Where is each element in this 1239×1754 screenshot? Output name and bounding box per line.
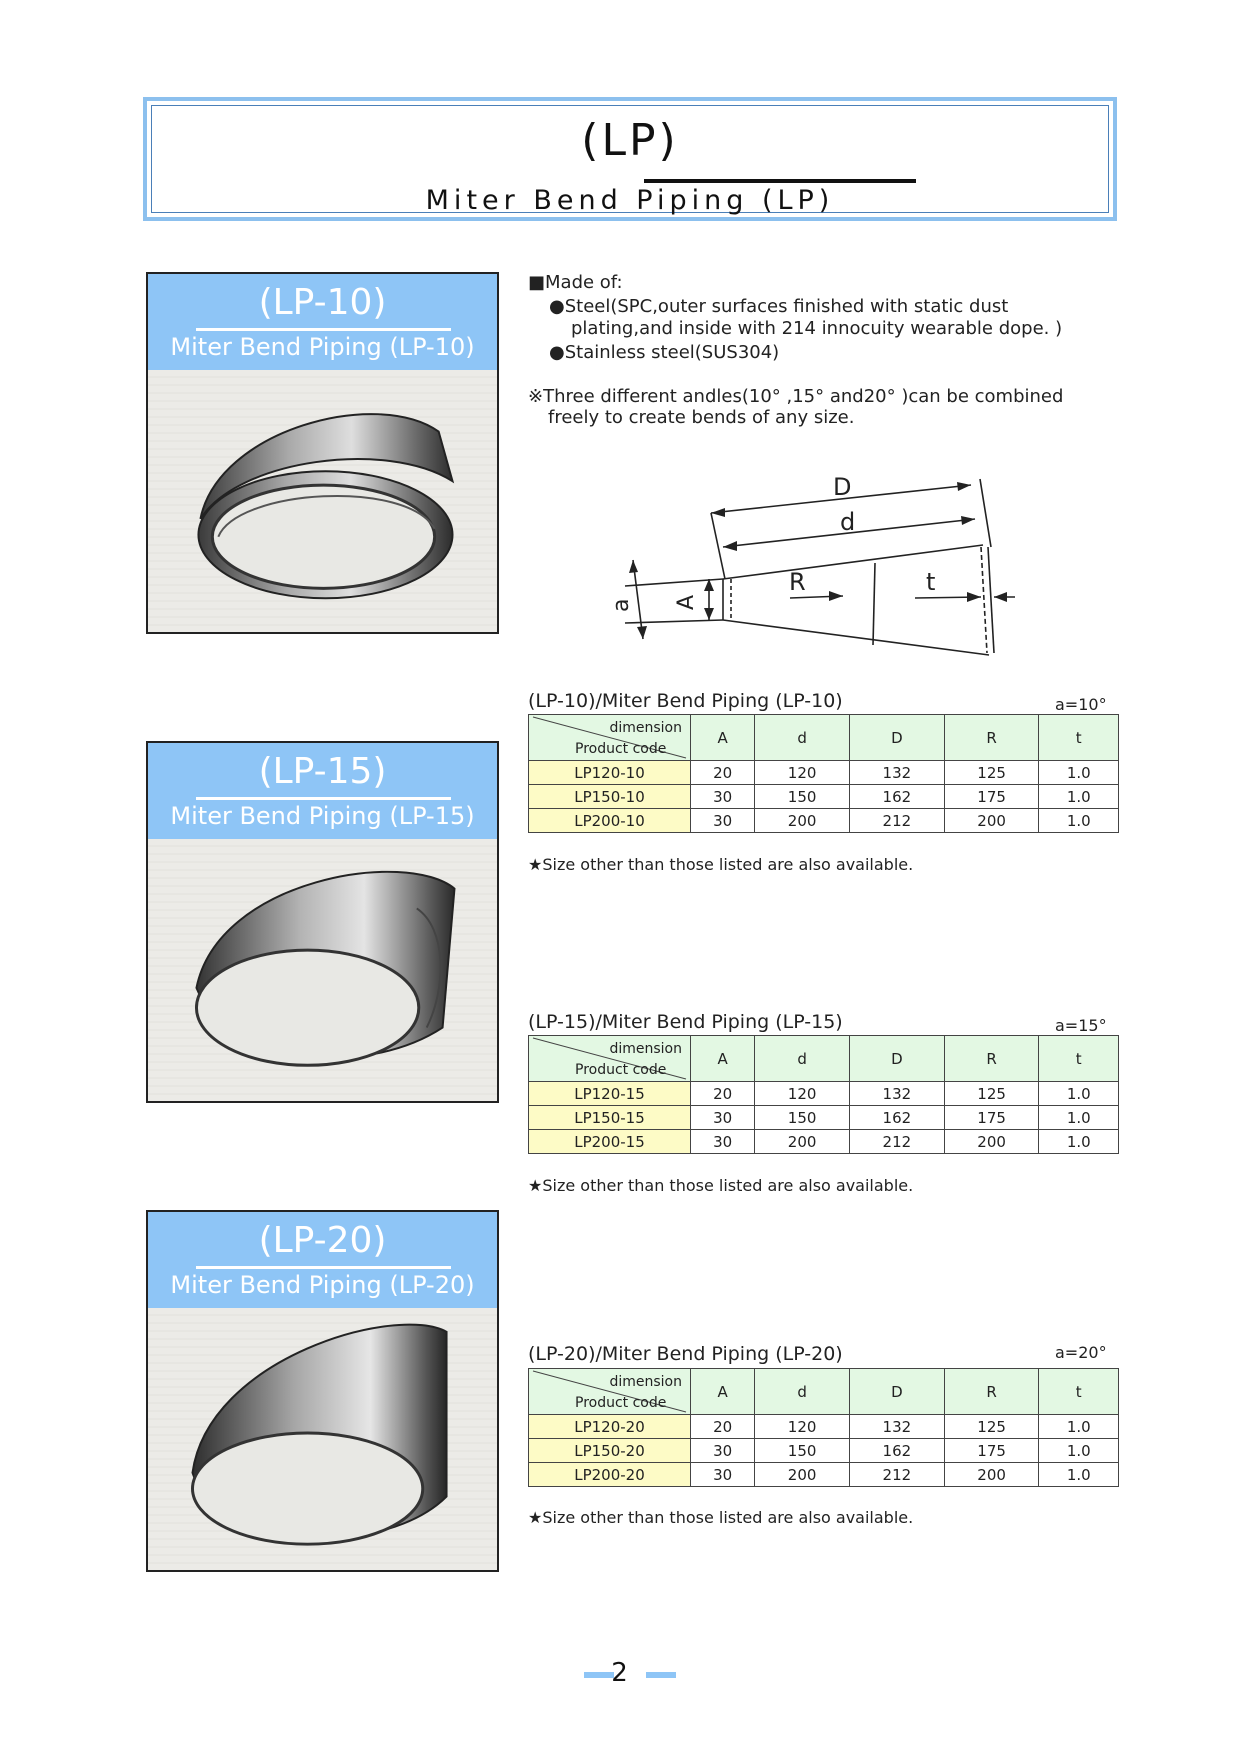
material-steel-detail: plating,and inside with 214 innocuity wearable dope. ) — [571, 318, 1063, 339]
table-title-lp15: (LP-15)/Miter Bend Piping (LP-15) — [528, 1011, 843, 1033]
product-code: LP120-10 — [529, 761, 691, 785]
cell-value: 120 — [755, 1415, 850, 1439]
col-header: A — [691, 715, 755, 761]
cell-value: 150 — [755, 785, 850, 809]
col-header: D — [849, 1369, 944, 1415]
cell-value: 30 — [691, 785, 755, 809]
col-header: A — [691, 1036, 755, 1082]
cell-value: 1.0 — [1039, 1415, 1119, 1439]
page-header — [143, 97, 1117, 221]
spec-table-lp20 — [528, 1368, 1119, 1487]
card-name: Miter Bend Piping (LP-10) — [170, 333, 475, 361]
cell-value: 1.0 — [1039, 785, 1119, 809]
col-header: d — [755, 715, 850, 761]
product-photo-lp20 — [148, 1308, 497, 1570]
header-diagonal-cell — [529, 1369, 691, 1415]
cell-value: 150 — [755, 1439, 850, 1463]
spec-table-lp10 — [528, 714, 1119, 833]
cell-value: 1.0 — [1039, 761, 1119, 785]
cell-value: 1.0 — [1039, 1082, 1119, 1106]
product-code: LP200-20 — [529, 1463, 691, 1487]
cell-value: 1.0 — [1039, 1463, 1119, 1487]
cell-value: 120 — [755, 1082, 850, 1106]
label-R: R — [789, 568, 806, 596]
angle-note: ※Three different andles(10° ,15° and20° )can be combined — [528, 386, 1064, 407]
availability-note: ★Size other than those listed are also available. — [528, 1176, 914, 1195]
table-row — [529, 1415, 1119, 1439]
table-row — [529, 809, 1119, 833]
table-title-lp10: (LP-10)/Miter Bend Piping (LP-10) — [528, 690, 843, 712]
product-code-label: Product code — [575, 1395, 667, 1411]
material-stainless: ●Stainless steel(SUS304) — [549, 342, 780, 363]
cell-value: 20 — [691, 1415, 755, 1439]
cell-value: 1.0 — [1039, 1130, 1119, 1154]
card-header — [148, 274, 497, 372]
col-header: t — [1039, 715, 1119, 761]
cell-value: 200 — [944, 809, 1039, 833]
col-header: d — [755, 1036, 850, 1082]
availability-note: ★Size other than those listed are also available. — [528, 855, 914, 874]
cell-value: 175 — [944, 1106, 1039, 1130]
cell-value: 162 — [849, 785, 944, 809]
product-photo-lp10 — [148, 370, 497, 632]
table-row — [529, 785, 1119, 809]
cell-value: 212 — [849, 1463, 944, 1487]
cell-value: 30 — [691, 1106, 755, 1130]
label-t: t — [926, 568, 936, 596]
cell-value: 175 — [944, 785, 1039, 809]
cell-value: 120 — [755, 761, 850, 785]
label-A: A — [674, 594, 699, 610]
cell-value: 162 — [849, 1439, 944, 1463]
table-row — [529, 1082, 1119, 1106]
page-number-bar-right — [646, 1672, 676, 1678]
materials-heading: ■Made of: — [528, 272, 623, 293]
availability-note: ★Size other than those listed are also available. — [528, 1508, 914, 1527]
cell-value: 30 — [691, 809, 755, 833]
product-code: LP200-10 — [529, 809, 691, 833]
table-row — [529, 1130, 1119, 1154]
product-code-label: Product code — [575, 741, 667, 757]
product-code-label: Product code — [575, 1062, 667, 1078]
label-a: a — [609, 598, 634, 612]
material-steel: ●Steel(SPC,outer surfaces finished with static dust — [549, 296, 1009, 317]
header-code: (LP) — [581, 115, 679, 166]
product-code: LP150-20 — [529, 1439, 691, 1463]
cell-value: 132 — [849, 1082, 944, 1106]
cell-value: 125 — [944, 761, 1039, 785]
cell-value: 200 — [755, 1463, 850, 1487]
cell-value: 1.0 — [1039, 1439, 1119, 1463]
cell-value: 200 — [755, 809, 850, 833]
col-header: R — [944, 715, 1039, 761]
product-card-lp20 — [146, 1210, 499, 1572]
cell-value: 1.0 — [1039, 809, 1119, 833]
cell-value: 30 — [691, 1463, 755, 1487]
card-name: Miter Bend Piping (LP-15) — [170, 802, 475, 830]
card-code: (LP-10) — [258, 282, 387, 323]
label-D: D — [833, 473, 852, 501]
col-header: R — [944, 1369, 1039, 1415]
cell-value: 132 — [849, 761, 944, 785]
dimension-label: dimension — [609, 720, 682, 736]
table-row — [529, 1463, 1119, 1487]
page-number: 2 — [611, 1658, 628, 1688]
cell-value: 212 — [849, 1130, 944, 1154]
header-diagonal-cell — [529, 715, 691, 761]
table-row — [529, 761, 1119, 785]
dimension-label: dimension — [609, 1374, 682, 1390]
card-code: (LP-20) — [258, 1220, 387, 1261]
card-code: (LP-15) — [258, 751, 387, 792]
col-header: d — [755, 1369, 850, 1415]
table-title-lp20: (LP-20)/Miter Bend Piping (LP-20) — [528, 1343, 843, 1365]
product-card-lp15 — [146, 741, 499, 1103]
cell-value: 150 — [755, 1106, 850, 1130]
cell-value: 30 — [691, 1130, 755, 1154]
col-header: R — [944, 1036, 1039, 1082]
cell-value: 125 — [944, 1082, 1039, 1106]
dimension-diagram — [609, 473, 1025, 670]
cell-value: 162 — [849, 1106, 944, 1130]
card-name: Miter Bend Piping (LP-20) — [170, 1271, 475, 1299]
product-code: LP150-10 — [529, 785, 691, 809]
cell-value: 200 — [755, 1130, 850, 1154]
spec-table-lp15 — [528, 1035, 1119, 1154]
cell-value: 30 — [691, 1439, 755, 1463]
cell-value: 20 — [691, 1082, 755, 1106]
angle-note-continued: freely to create bends of any size. — [548, 407, 855, 428]
col-header: D — [849, 1036, 944, 1082]
card-rule — [196, 797, 451, 800]
col-header: t — [1039, 1369, 1119, 1415]
card-header — [148, 743, 497, 841]
col-header: A — [691, 1369, 755, 1415]
product-code: LP150-15 — [529, 1106, 691, 1130]
header-diagonal-cell — [529, 1036, 691, 1082]
product-code: LP120-20 — [529, 1415, 691, 1439]
table-row — [529, 1439, 1119, 1463]
cell-value: 200 — [944, 1130, 1039, 1154]
card-header — [148, 1212, 497, 1310]
cell-value: 132 — [849, 1415, 944, 1439]
cell-value: 125 — [944, 1415, 1039, 1439]
table-angle-lp15: a=15° — [1055, 1016, 1107, 1035]
pipe-ring-image — [148, 839, 497, 1101]
product-code: LP120-15 — [529, 1082, 691, 1106]
cell-value: 200 — [944, 1463, 1039, 1487]
cell-value: 1.0 — [1039, 1106, 1119, 1130]
table-angle-lp10: a=10° — [1055, 695, 1107, 714]
pipe-ring-image — [148, 370, 497, 632]
header-title: Miter Bend Piping (LP) — [425, 185, 835, 216]
col-header: t — [1039, 1036, 1119, 1082]
table-row — [529, 1106, 1119, 1130]
dimension-label: dimension — [609, 1041, 682, 1057]
card-rule — [196, 1266, 451, 1269]
table-angle-lp20: a=20° — [1055, 1343, 1107, 1362]
product-code: LP200-15 — [529, 1130, 691, 1154]
product-photo-lp15 — [148, 839, 497, 1101]
col-header: D — [849, 715, 944, 761]
cell-value: 175 — [944, 1439, 1039, 1463]
card-rule — [196, 328, 451, 331]
header-rule — [644, 179, 916, 183]
label-d: d — [840, 508, 856, 536]
cell-value: 20 — [691, 761, 755, 785]
product-card-lp10 — [146, 272, 499, 634]
pipe-ring-image — [148, 1308, 497, 1570]
cell-value: 212 — [849, 809, 944, 833]
